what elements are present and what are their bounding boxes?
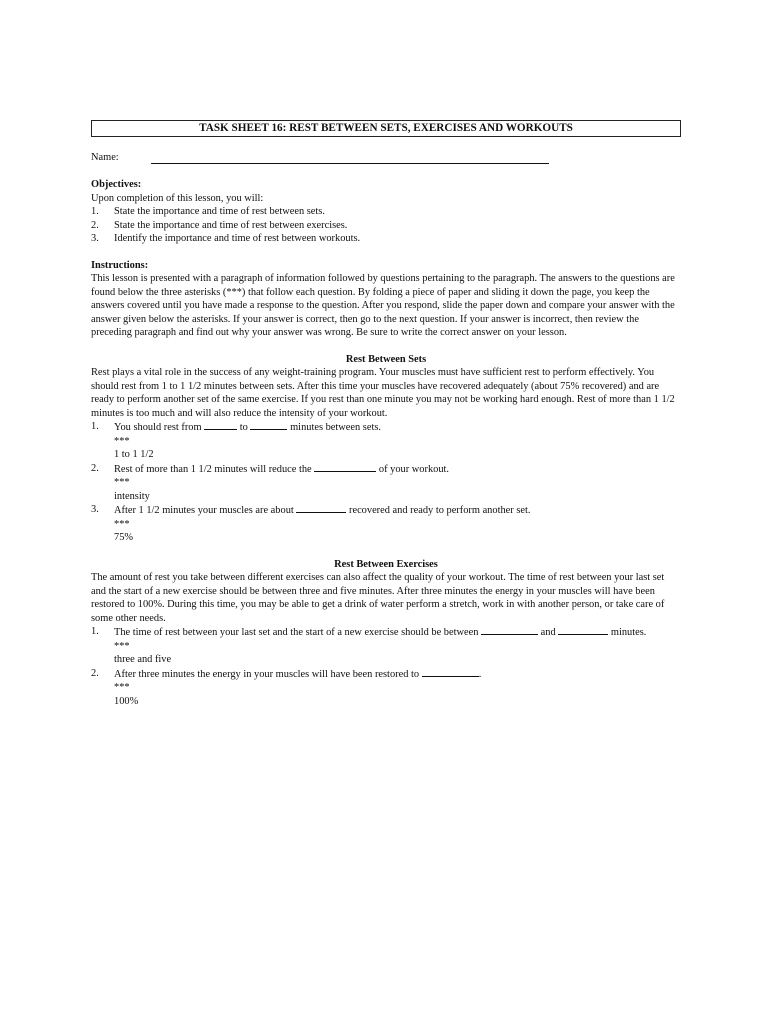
- asterisks: ***: [114, 477, 130, 488]
- question-num: 2.: [91, 462, 99, 474]
- objective-num: 1.: [91, 206, 99, 217]
- answer-text: intensity: [114, 490, 150, 502]
- objectives-heading: Objectives:: [91, 179, 142, 190]
- asterisks: ***: [114, 518, 130, 530]
- objectives-section: [91, 178, 681, 246]
- answer-text: 100%: [114, 695, 139, 707]
- question-item: [91, 420, 681, 435]
- objective-text: Identify the importance and time of rest between workouts.: [114, 233, 361, 244]
- question-item: [91, 462, 681, 477]
- question-text: You should rest from to minutes between sets.: [114, 422, 381, 433]
- question-text: The time of rest between your last set and the start of a new exercise should be between and minutes.: [114, 627, 647, 638]
- asterisks: ***: [114, 435, 130, 447]
- asterisks: ***: [114, 682, 130, 693]
- section-heading: Rest Between Exercises: [334, 558, 438, 570]
- objective-item: [91, 219, 681, 233]
- page-title: TASK SHEET 16: REST BETWEEN SETS, EXERCISES AND WORKOUTS: [91, 120, 681, 137]
- question-num: 1.: [91, 626, 99, 637]
- answer-blank[interactable]: [314, 462, 376, 472]
- objective-item: [91, 205, 681, 219]
- name-label: Name:: [91, 151, 119, 163]
- section-paragraph: The amount of rest you take between different exercises can also affect the quality of your workout. The time of rest between your last set and the start of a new exercise should be between three and five minutes. After three minutes the energy in your muscles will have been restored to 100%. During this time, you may be able to get a drink of water perform a stretch, work in with another person, or take care of some other needs.: [91, 572, 665, 624]
- instructions-heading: Instructions:: [91, 259, 149, 271]
- objective-num: 3.: [91, 233, 99, 244]
- name-row: [91, 150, 681, 164]
- answer-blank[interactable]: [422, 667, 479, 677]
- question-num: 3.: [91, 504, 99, 515]
- question-item: [91, 667, 681, 682]
- question-num: 2.: [91, 667, 99, 679]
- question-text: After three minutes the energy in your muscles will have been restored to .: [114, 668, 482, 680]
- answer-blank[interactable]: [250, 420, 287, 430]
- objective-num: 2.: [91, 219, 99, 231]
- task-sheet: [91, 120, 681, 708]
- question-item: [91, 503, 681, 518]
- section-heading: Rest Between Sets: [345, 353, 427, 365]
- instructions-text: This lesson is presented with a paragraph of information followed by questions pertaining to the paragraph. The answers to the questions are found below the three asterisks (***) that follow each question. By folding a piece of paper and sliding it down the page, you keep the answers covered until you have made a response to the question. After you respond, slide the paper down and compare your answer with the answer given below the asterisks. If your answer is correct, then go to the next question. If your answer is incorrect, then review the preceding paragraph and find out why your answer was wrong. Be sure to write the correct answer on your lesson.: [91, 273, 675, 338]
- answer-blank[interactable]: [558, 625, 608, 635]
- instructions-section: [91, 259, 681, 340]
- question-num: 1.: [91, 421, 99, 432]
- answer-text: three and five: [114, 654, 172, 665]
- answer-blank[interactable]: [204, 420, 237, 430]
- question-text: After 1 1/2 minutes your muscles are about recovered and ready to perform another set.: [114, 505, 531, 516]
- name-field[interactable]: [151, 153, 549, 164]
- question-text: Rest of more than 1 1/2 minutes will reduce the of your workout.: [114, 463, 450, 475]
- question-item: [91, 625, 681, 640]
- rest-between-sets-section: [91, 353, 681, 545]
- answer-text: 1 to 1 1/2: [114, 449, 154, 460]
- objective-text: State the importance and time of rest between sets.: [114, 206, 325, 217]
- answer-blank[interactable]: [481, 625, 538, 635]
- objective-item: [91, 232, 681, 246]
- answer-text: 75%: [114, 532, 134, 543]
- asterisks: ***: [114, 640, 130, 652]
- objective-text: State the importance and time of rest between exercises.: [114, 219, 348, 231]
- objectives-intro: Upon completion of this lesson, you will:: [91, 192, 264, 204]
- section-paragraph: Rest plays a vital role in the success of any weight-training program. Your muscles must have sufficient rest to perform effectively. You should rest from 1 to 1 1/2 minutes between sets. After this time your muscles have recovered adequately (about 75% recovered) and are ready to perform another set of the same exercise. If you rest than one minute you may not be working hard enough. Rest of more than 1 1/2 minutes is too much and will also reduce the intensity of your workout.: [91, 367, 675, 419]
- answer-blank[interactable]: [296, 503, 346, 513]
- rest-between-exercises-section: [91, 558, 681, 709]
